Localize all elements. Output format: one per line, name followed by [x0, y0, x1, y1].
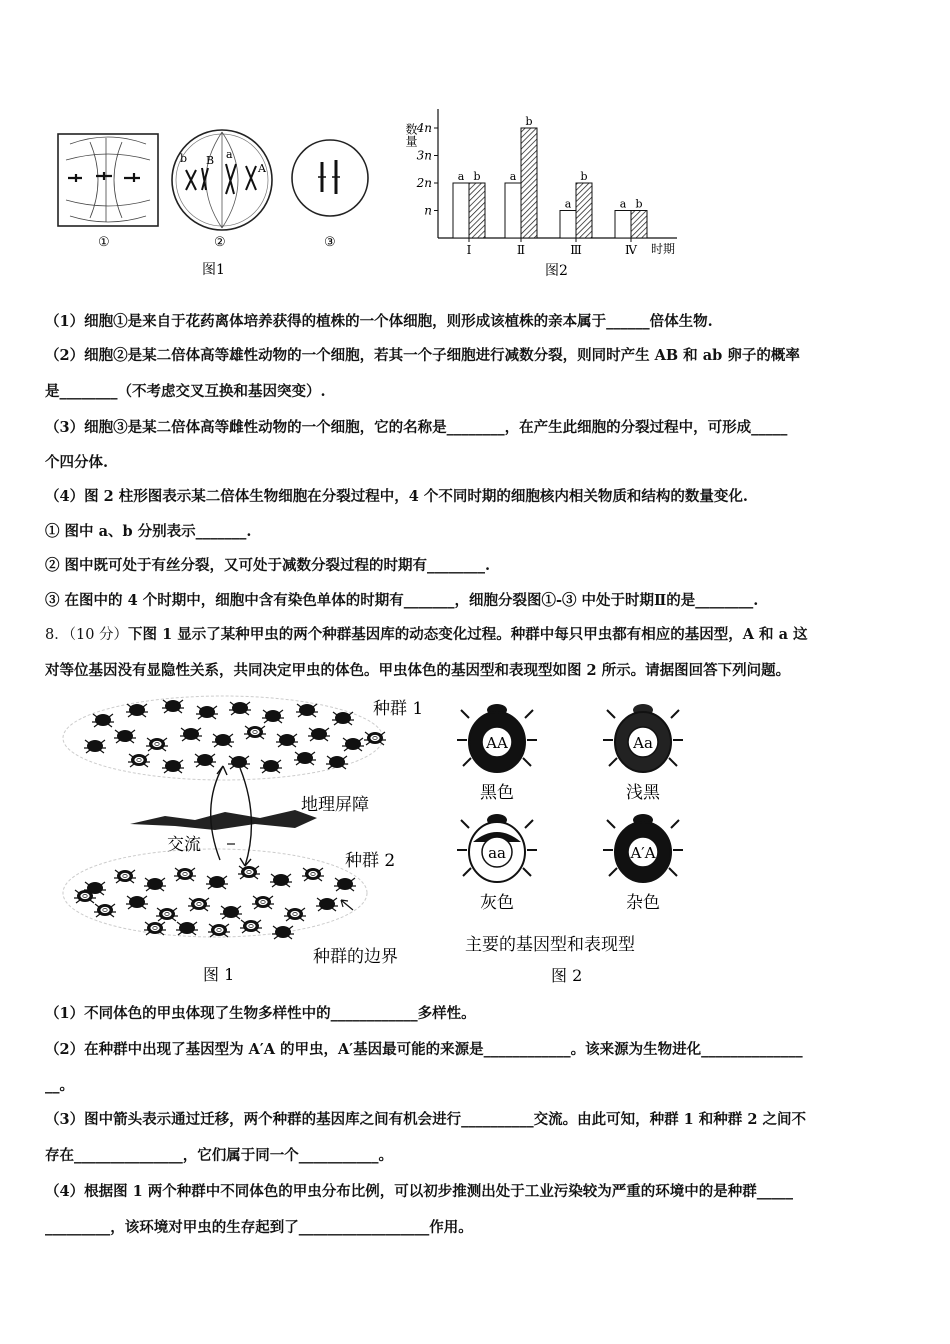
beetle-icon: [144, 878, 166, 891]
population-1-label: 种群 1: [373, 699, 424, 719]
beetle-icon: [194, 754, 216, 767]
genotype-beetle-2: [603, 704, 683, 803]
x-tick-label: Ⅳ: [625, 243, 637, 257]
bar-label-a: a: [457, 170, 465, 183]
beetle-icon: [208, 924, 230, 937]
question-8-header: [45, 625, 808, 645]
allele-B-label: B: [206, 154, 215, 167]
population-2-label: 种群 2: [345, 851, 396, 871]
bar-b-1: [469, 183, 485, 238]
part-4-line-1: （4）根据图 1 两个种群中不同体色的甲虫分布比例，可以初步推测出处于工业污染较为严重的环境中的是种群_____: [45, 1183, 794, 1200]
cell-3-label: ③: [324, 235, 336, 250]
cell-1-label: ①: [98, 235, 110, 250]
beetle-icon: [316, 898, 338, 911]
beetle-icon: [228, 756, 250, 769]
part-3-line-1: （3）图中箭头表示通过迁移，两个种群的基因库之间有机会进行__________交流。由此可知，种群 1 和种群 2 之间不: [45, 1111, 806, 1128]
beetle-icon: [128, 754, 150, 767]
allele-b-label: b: [180, 152, 188, 165]
beetle-icon: [296, 704, 318, 717]
genotype-label: AA: [486, 734, 508, 752]
beetle-icon: [284, 908, 306, 921]
bar-b-4: [631, 211, 647, 239]
y-tick-label: 4n: [416, 121, 432, 135]
genotype-beetle-3: [457, 814, 537, 913]
allele-a-label: a: [226, 148, 233, 161]
beetle-icon: [114, 730, 136, 743]
question-1: （1）细胞①是来自于花药离体培养获得的植株的一个体细胞，则形成该植株的亲本属于______倍体生物.: [45, 313, 713, 330]
genotype-caption: 主要的基因型和表现型: [465, 935, 635, 955]
genotype-label: Aa: [633, 734, 653, 752]
chart-caption: 图2: [545, 263, 568, 279]
beetle-icon: [342, 738, 364, 751]
question-3-line-1: （3）细胞③是某二倍体高等雌性动物的一个细胞，它的名称是________，在产生此细胞的分裂过程中，可形成_____: [45, 419, 788, 436]
beetle-icon: [302, 868, 324, 881]
beetle-icon: [212, 734, 234, 747]
beetle-icon: [180, 728, 202, 741]
question-3-line-2: 个四分体.: [45, 454, 109, 471]
bar-a-3: [560, 211, 576, 239]
bar-b-2: [521, 128, 537, 238]
beetle-icon: [206, 876, 228, 889]
bar-b-3: [576, 183, 592, 238]
beetle-icon: [74, 890, 96, 903]
bar-label-a: a: [509, 170, 517, 183]
beetle-icon: [276, 734, 298, 747]
part-2-line-1: （2）在种群中出现了基因型为 A′A 的甲虫，A′基因最可能的来源是____________。该来源为生物进化______________: [45, 1041, 803, 1058]
phenotype-label: 黑色: [480, 783, 514, 803]
beetle-icon: [272, 926, 294, 939]
beetle-icon: [308, 728, 330, 741]
beetle-icon: [220, 906, 242, 919]
part-1: （1）不同体色的甲虫体现了生物多样性中的____________多样性。: [45, 1005, 476, 1022]
exchange-arrow-up: [211, 766, 223, 860]
part-2-line-2: __。: [45, 1077, 74, 1094]
y-tick-label: 2n: [416, 176, 432, 190]
figure-genotypes: [455, 690, 715, 990]
bar-a-2: [505, 183, 521, 238]
x-tick-label: Ⅲ: [570, 243, 582, 257]
beetle-icon: [126, 704, 148, 717]
x-tick-label: Ⅰ: [466, 243, 472, 257]
genotype-beetle-1: [457, 704, 537, 803]
beetle-icon: [176, 922, 198, 935]
cell-1-plant: [58, 134, 158, 226]
x-tick-label: Ⅱ: [516, 243, 526, 257]
beetle-icon: [252, 896, 274, 909]
phenotype-label: 灰色: [480, 893, 514, 913]
barrier-label: 地理屏障: [301, 795, 369, 815]
part-4-line-2: _________，该环境对甲虫的生存起到了__________________作用。: [45, 1219, 473, 1236]
beetle-icon: [244, 726, 266, 739]
bar-label-b: b: [525, 115, 533, 128]
bar-label-b: b: [635, 197, 643, 211]
question-8-number: 8．: [45, 627, 69, 643]
figure-4-caption: 图 2: [551, 966, 583, 985]
bar-a-1: [453, 183, 469, 238]
genotype-label: aa: [488, 844, 506, 862]
question-4: （4）图 2 柱形图表示某二倍体生物细胞在分裂过程中，4 个不同时期的细胞核内相关物质和结构的数量变化.: [45, 488, 748, 505]
beetle-icon: [238, 866, 260, 879]
beetle-icon: [162, 760, 184, 773]
cell-2-animal: [172, 130, 272, 230]
figure-populations: [55, 688, 450, 988]
beetle-icon: [262, 710, 284, 723]
bar-chart: [395, 105, 695, 285]
beetle-icon: [146, 738, 168, 751]
beetle-icon: [364, 732, 386, 745]
beetle-icon: [144, 922, 166, 935]
y-tick-label: n: [424, 203, 432, 218]
part-3-line-2: 存在_______________，它们属于同一个___________。: [45, 1147, 393, 1164]
question-4-sub-2: ② 图中既可处于有丝分裂，又可处于减数分裂过程的时期有________.: [45, 557, 491, 574]
figure-1-cells: [50, 120, 380, 280]
phenotype-label: 浅黑: [626, 783, 660, 803]
question-4-sub-1: ① 图中 a、b 分别表示_______.: [45, 523, 252, 540]
phenotype-label: 杂色: [626, 893, 660, 913]
x-axis-title: 时期: [651, 242, 676, 256]
beetle-icon: [334, 878, 356, 891]
beetle-icon: [240, 920, 262, 933]
y-axis-title: 数量: [404, 123, 418, 147]
cell-2-label: ②: [214, 235, 226, 250]
allele-A-label: A: [258, 162, 266, 175]
question-8-score: （10 分）: [68, 627, 129, 643]
geographic-barrier: [130, 810, 317, 830]
beetle-icon: [260, 760, 282, 773]
beetle-icon: [162, 700, 184, 713]
beetle-icon: [270, 874, 292, 887]
beetle-icon: [188, 898, 210, 911]
exchange-label: 交流: [167, 835, 201, 855]
question-2-line-1: （2）细胞②是某二倍体高等雄性动物的一个细胞，若其一个子细胞进行减数分裂，则同时产生 AB 和 ab 卵子的概率: [45, 347, 800, 364]
beetle-icon: [84, 740, 106, 753]
beetle-icon: [229, 702, 251, 715]
bar-label-b: b: [580, 170, 588, 183]
beetle-icon: [114, 870, 136, 883]
question-8-text-line-2: 对等位基因没有显隐性关系，共同决定甲虫的体色。甲虫体色的基因型和表现型如图 2 所示。请据图回答下列问题。: [45, 662, 791, 679]
bar-label-b: b: [473, 170, 481, 183]
beetle-icon: [294, 752, 316, 765]
genotype-label: A′A: [630, 844, 656, 862]
question-2-line-2: 是________（不考虑交叉互换和基因突变）.: [45, 383, 326, 400]
beetle-icon: [156, 908, 178, 921]
question-8-text-line-1: 下图 1 显示了某种甲虫的两个种群基因库的动态变化过程。种群中每只甲虫都有相应的基因型，A 和 a 这: [128, 626, 808, 643]
beetle-icon: [326, 756, 348, 769]
y-tick-label: 3n: [416, 148, 432, 163]
question-4-sub-3: ③ 在图中的 4 个时期中，细胞中含有染色单体的时期有_______，细胞分裂图①-③ 中处于时期Ⅱ的是________.: [45, 592, 759, 609]
figure-1-caption: 图1: [202, 262, 225, 278]
beetle-icon: [174, 868, 196, 881]
figure-3-caption: 图 1: [203, 965, 235, 984]
beetle-icon: [332, 712, 354, 725]
bar-a-4: [615, 211, 631, 239]
bar-label-a: a: [619, 197, 627, 211]
bar-label-a: a: [564, 197, 572, 211]
beetle-icon: [126, 896, 148, 909]
beetle-icon: [94, 904, 116, 917]
beetle-icon: [92, 714, 114, 727]
beetle-icon: [196, 706, 218, 719]
cell-3: [292, 140, 368, 216]
genotype-beetle-4: [603, 814, 683, 913]
boundary-label: 种群的边界: [313, 947, 398, 967]
